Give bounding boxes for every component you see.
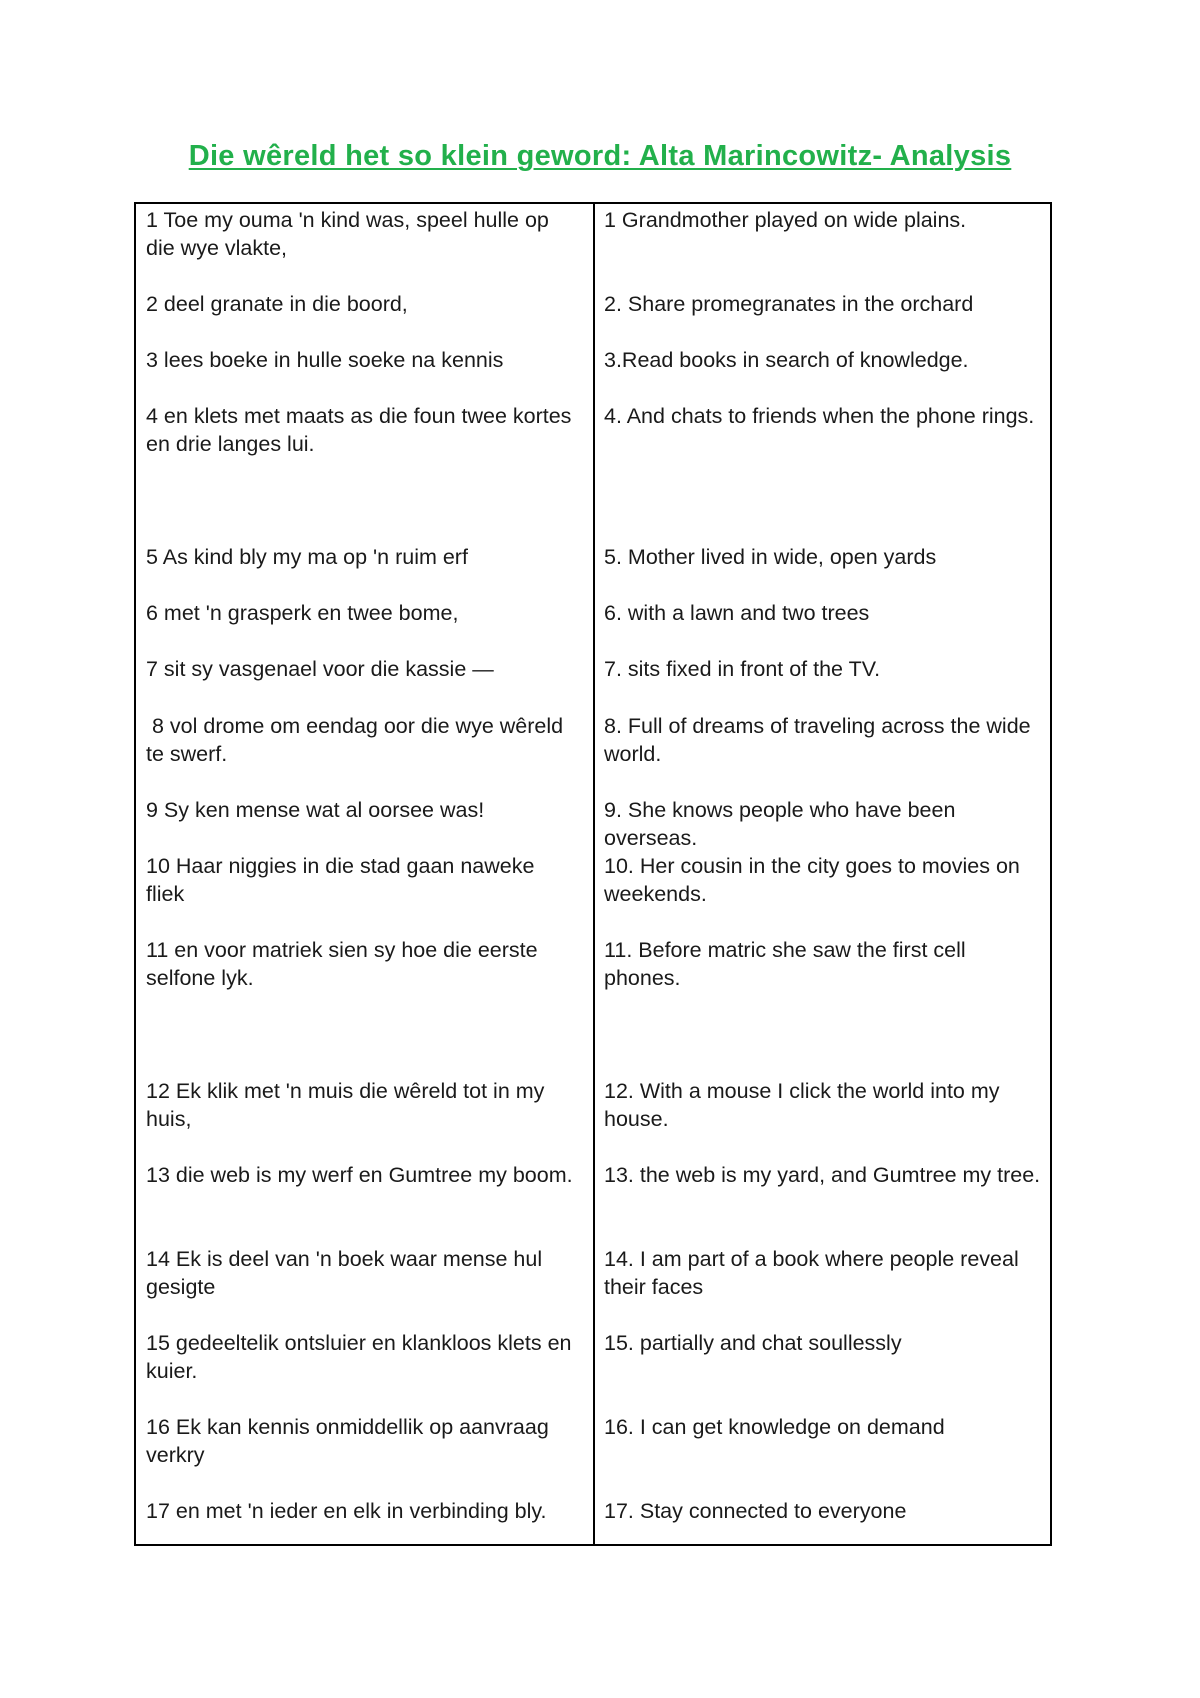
afrikaans-line-9: 9 Sy ken mense wat al oorsee was! [146,798,485,822]
afrikaans-line-16: 16 Ek kan kennis onmiddellik op aanvraag verkry [146,1415,555,1467]
english-line-4: 4. And chats to friends when the phone rings. [604,404,1035,428]
column-divider [593,204,595,1544]
afrikaans-line-8: 8 vol drome om eendag oor die wye wêreld te swerf. [146,714,570,766]
afrikaans-line-1: 1 Toe my ouma 'n kind was, speel hulle op die wye vlakte, [146,208,555,260]
afrikaans-line-10: 10 Haar niggies in die stad gaan naweke fliek [146,854,541,906]
afrikaans-line-13: 13 die web is my werf en Gumtree my boom. [146,1163,573,1187]
poem-translation-table [134,202,1052,1546]
page-title: Die wêreld het so klein geword: Alta Marincowitz- Analysis [188,140,1012,172]
afrikaans-line-11: 11 en voor matriek sien sy hoe die eerste selfone lyk. [146,938,544,990]
english-line-17: 17. Stay connected to everyone [604,1499,907,1523]
english-line-14: 14. I am part of a book where people reveal their faces [604,1247,1025,1299]
english-line-15: 15. partially and chat soullessly [604,1331,902,1355]
english-line-7: 7. sits fixed in front of the TV. [604,657,881,681]
english-line-12: 12. With a mouse I click the world into my house. [604,1079,1006,1131]
afrikaans-line-5: 5 As kind bly my ma op 'n ruim erf [146,545,468,569]
english-line-3: 3.Read books in search of knowledge. [604,348,969,372]
english-line-11: 11. Before matric she saw the first cell phones. [604,938,972,990]
english-line-9: 9. She knows people who have been overseas. [604,798,962,850]
english-line-16: 16. I can get knowledge on demand [604,1415,945,1439]
afrikaans-line-6: 6 met 'n grasperk en twee bome, [146,601,459,625]
english-line-5: 5. Mother lived in wide, open yards [604,545,937,569]
english-line-1: 1 Grandmother played on wide plains. [604,208,967,232]
afrikaans-line-3: 3 lees boeke in hulle soeke na kennis [146,348,504,372]
english-line-10: 10. Her cousin in the city goes to movies on weekends. [604,854,1026,906]
english-line-6: 6. with a lawn and two trees [604,601,870,625]
english-line-2: 2. Share promegranates in the orchard [604,292,974,316]
afrikaans-line-4: 4 en klets met maats as die foun twee kortes en drie langes lui. [146,404,578,456]
english-line-8: 8. Full of dreams of traveling across the wide world. [604,714,1037,766]
english-line-13: 13. the web is my yard, and Gumtree my tree. [604,1163,1041,1187]
afrikaans-line-17: 17 en met 'n ieder en elk in verbinding bly. [146,1499,547,1523]
afrikaans-line-14: 14 Ek is deel van 'n boek waar mense hul gesigte [146,1247,549,1299]
afrikaans-line-15: 15 gedeeltelik ontsluier en klankloos klets en kuier. [146,1331,578,1383]
afrikaans-line-12: 12 Ek klik met 'n muis die wêreld tot in my huis, [146,1079,551,1131]
afrikaans-line-2: 2 deel granate in die boord, [146,292,408,316]
afrikaans-line-7: 7 sit sy vasgenael voor die kassie — [146,657,494,681]
